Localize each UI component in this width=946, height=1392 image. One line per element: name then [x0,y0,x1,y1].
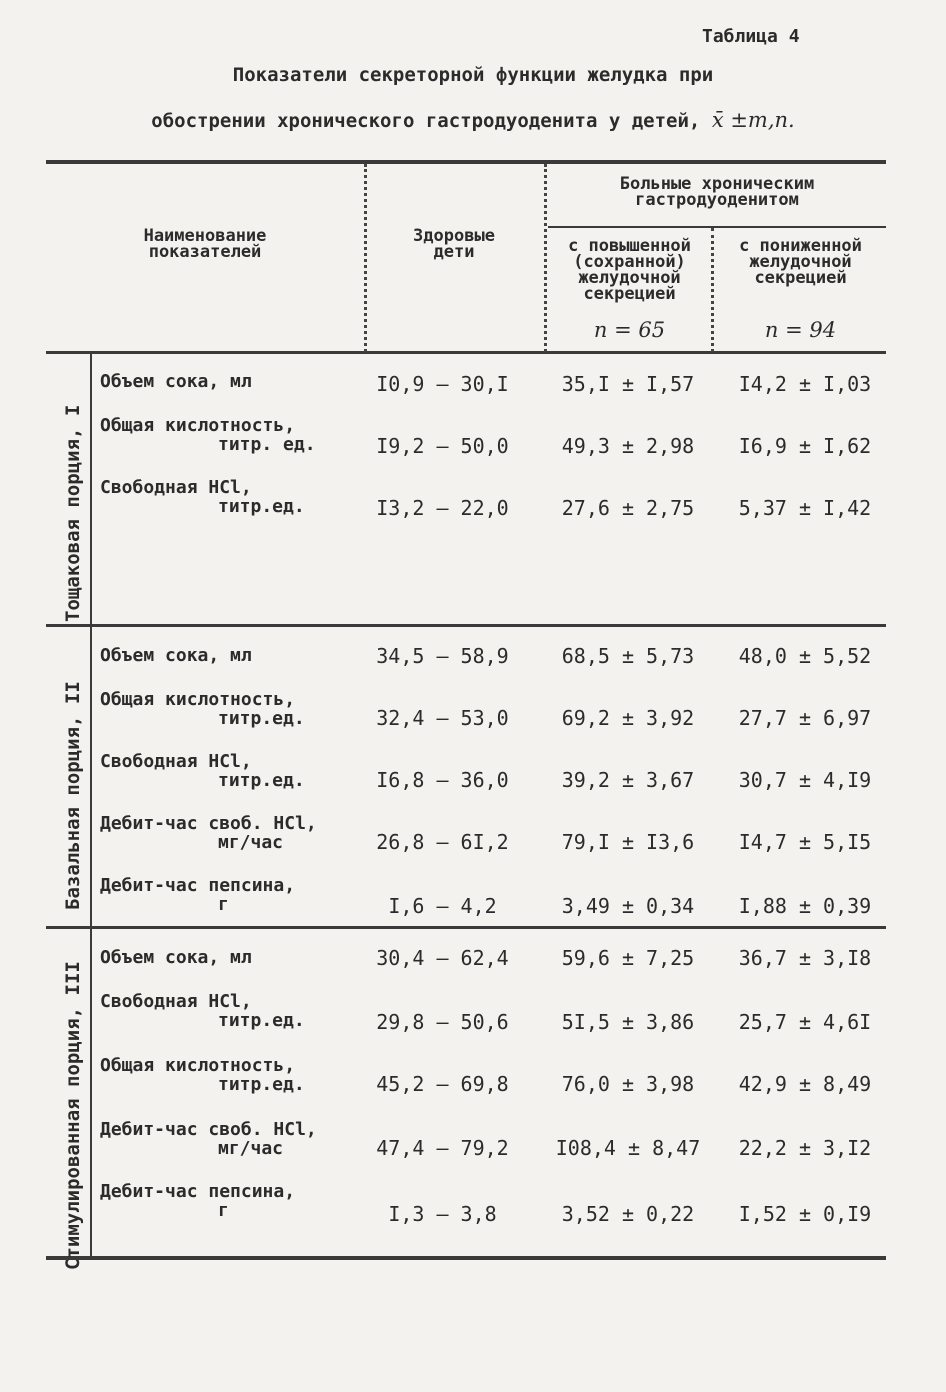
cell-high-secretion: 69,2 ± 3,92 [561,706,695,730]
cell-healthy: 34,5 – 58,9 [376,644,509,668]
cell-healthy: I3,2 – 22,0 [376,496,509,520]
table-title-line2 [0,108,946,132]
cell-low-secretion: I,52 ± 0,I9 [738,1202,872,1226]
cell-healthy: 32,4 – 53,0 [376,706,509,730]
cell-healthy: 29,8 – 50,6 [376,1010,509,1034]
header-low-n: n = 94 [764,318,837,342]
cell-healthy: I,6 – 4,2 [388,894,497,918]
cell-healthy: 45,2 – 69,8 [376,1072,509,1096]
cell-healthy: 47,4 – 79,2 [376,1136,509,1160]
row-name: Объем сока, мл [100,645,252,666]
cell-healthy: 30,4 – 62,4 [376,946,509,970]
row-name: Общая кислотность, титр.ед. [100,1055,305,1095]
table-top-rule [46,160,886,164]
cell-healthy: I9,2 – 50,0 [376,434,509,458]
section-label-divider [90,354,92,1259]
cell-low-secretion: 30,7 ± 4,I9 [738,768,872,792]
row-name: Дебит-час пепсина, г [100,875,296,915]
cell-high-secretion: 49,3 ± 2,98 [561,434,695,458]
cell-low-secretion: 48,0 ± 5,52 [738,644,872,668]
row-name: Общая кислотность, титр. ед. [100,415,316,455]
section-divider-1 [46,624,886,627]
cell-healthy: I,3 – 3,8 [388,1202,497,1226]
cell-low-secretion: 25,7 ± 4,6I [738,1010,872,1034]
header-divider-3 [711,228,714,352]
cell-low-secretion: 5,37 ± I,42 [738,496,872,520]
table-label: Таблица 4 [702,26,800,47]
row-name: Свободная HCl, титр.ед. [100,477,305,517]
row-name: Объем сока, мл [100,371,252,392]
section-label-stimulated: Стимулированная порция, III [62,961,84,1270]
cell-high-secretion: 79,I ± I3,6 [561,830,695,854]
cell-high-secretion: I08,4 ± 8,47 [555,1136,701,1160]
cell-high-secretion: 39,2 ± 3,67 [561,768,695,792]
cell-healthy: I0,9 – 30,I [376,372,509,396]
header-high-n: n = 65 [593,318,666,342]
header-bottom-rule [46,351,886,354]
cell-high-secretion: 59,6 ± 7,25 [561,946,695,970]
cell-low-secretion: 22,2 ± 3,I2 [738,1136,872,1160]
cell-low-secretion: I,88 ± 0,39 [738,894,872,918]
cell-high-secretion: 3,49 ± 0,34 [561,894,695,918]
row-name: Дебит-час своб. HCl, мг/час [100,1119,317,1159]
cell-high-secretion: 5I,5 ± 3,86 [561,1010,695,1034]
section-label-basal: Базальная порция, II [62,681,84,910]
row-name: Общая кислотность, титр.ед. [100,689,305,729]
cell-low-secretion: 36,7 ± 3,I8 [738,946,872,970]
header-indicator-name: Наименование показателей [143,226,267,262]
header-healthy-children: Здоровые дети [413,226,495,262]
cell-low-secretion: I6,9 ± I,62 [738,434,872,458]
row-name: Объем сока, мл [100,947,252,968]
row-name: Свободная HCl, титр.ед. [100,751,305,791]
cell-high-secretion: 3,52 ± 0,22 [561,1202,695,1226]
table-bottom-rule [46,1256,886,1260]
cell-low-secretion: I4,2 ± I,03 [738,372,872,396]
header-high-secretion: с повышенной (сохранной) желудочной секрецией [568,236,691,304]
cell-high-secretion: 68,5 ± 5,73 [561,644,695,668]
cell-high-secretion: 76,0 ± 3,98 [561,1072,695,1096]
cell-high-secretion: 27,6 ± 2,75 [561,496,695,520]
cell-low-secretion: I4,7 ± 5,I5 [738,830,872,854]
patients-subheader-rule [548,226,886,228]
row-name: Дебит-час пепсина, г [100,1181,296,1221]
header-patients: Больные хроническим гастродуоденитом [619,174,815,210]
header-low-secretion: с пониженной желудочной секрецией [739,236,862,288]
section-label-fasting: Тощаковая порция, I [62,404,84,622]
section-divider-2 [46,926,886,929]
row-name: Свободная HCl, титр.ед. [100,991,305,1031]
cell-high-secretion: 35,I ± I,57 [561,372,695,396]
table-title-line1: Показатели секреторной функции желудка при [232,64,714,86]
table-title-line2-text: обострении хронического гастродуоденита у детей, [151,110,701,132]
row-name: Дебит-час своб. HCl, мг/час [100,813,317,853]
cell-low-secretion: 27,7 ± 6,97 [738,706,872,730]
cell-healthy: 26,8 – 6I,2 [376,830,509,854]
title-formula: x̄ ±m,n. [711,108,795,132]
cell-healthy: I6,8 – 36,0 [376,768,509,792]
header-divider-2 [544,164,547,352]
cell-low-secretion: 42,9 ± 8,49 [738,1072,872,1096]
header-divider-1 [364,164,367,352]
